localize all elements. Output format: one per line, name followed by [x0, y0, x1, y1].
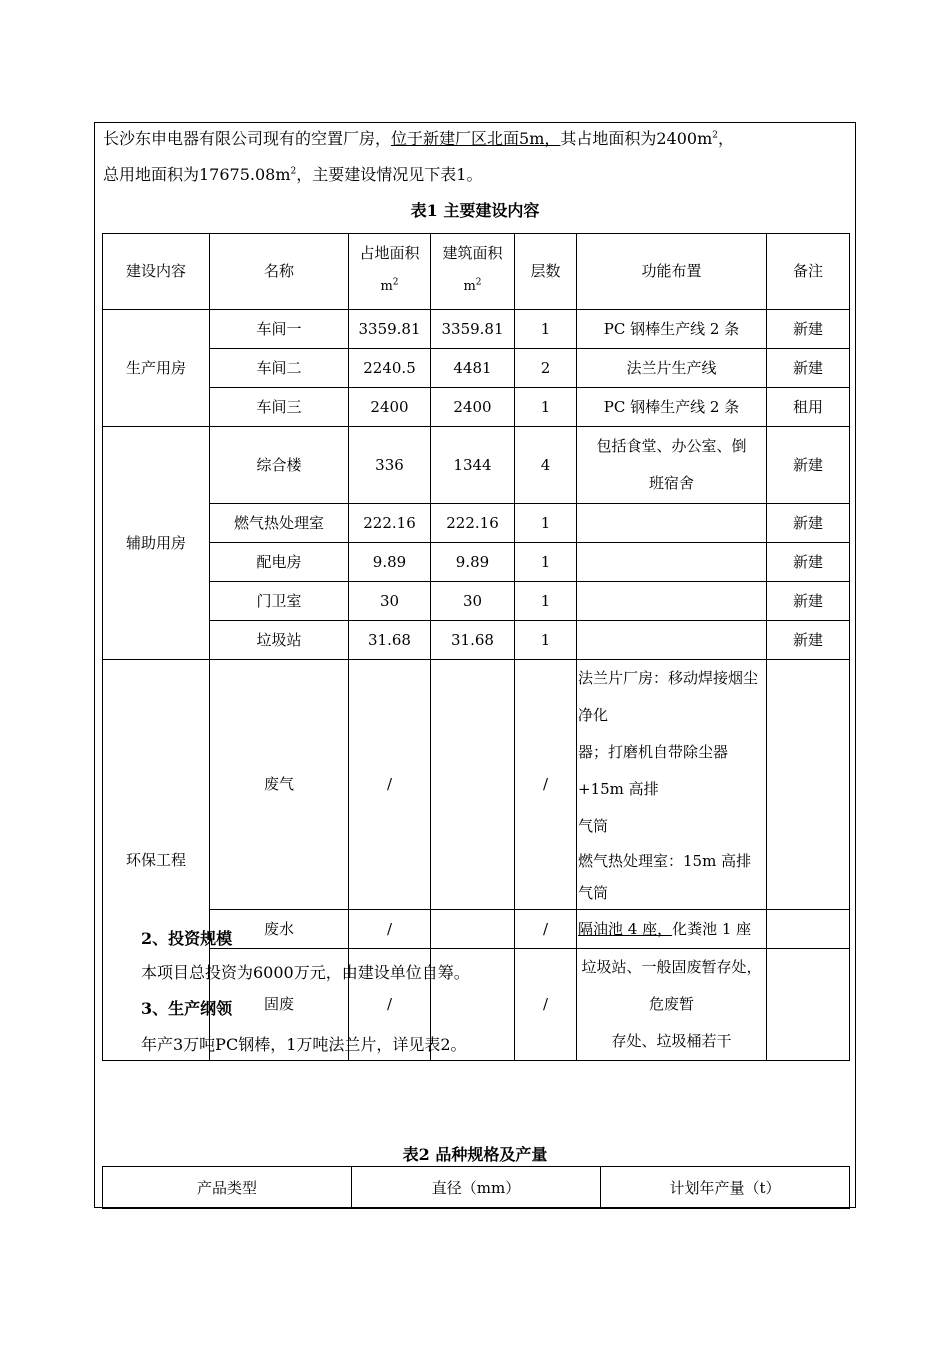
- header-note: 备注: [767, 234, 850, 310]
- cell-floors: /: [515, 910, 577, 949]
- header-function: 功能布置: [577, 234, 767, 310]
- cell-note: 新建: [767, 504, 850, 543]
- cell-build: 1344: [431, 427, 515, 504]
- table-row: [103, 349, 850, 388]
- cell-floors: 1: [515, 621, 577, 660]
- table-row: [103, 427, 850, 504]
- table1-header-row: [103, 234, 850, 310]
- cell-name: 固废: [210, 949, 349, 1061]
- cell-note: 租用: [767, 388, 850, 427]
- table-row: [103, 388, 850, 427]
- cell-build: [431, 910, 515, 949]
- cell-note: [767, 949, 850, 1061]
- cell-land: 222.16: [349, 504, 431, 543]
- cell-name: 车间三: [210, 388, 349, 427]
- cell-name: 废气: [210, 660, 349, 910]
- cell-note: 新建: [767, 543, 850, 582]
- table-row: [103, 582, 850, 621]
- cell-name: 门卫室: [210, 582, 349, 621]
- intro-line-2: 总用地面积为$17675.08m^2$，主要建设情况见下表1。: [103, 165, 483, 184]
- cell-build: 222.16: [431, 504, 515, 543]
- cell-name: 配电房: [210, 543, 349, 582]
- cell-floors: 1: [515, 504, 577, 543]
- cell-build: 3359.81: [431, 310, 515, 349]
- header-construction-content: 建设内容: [103, 234, 210, 310]
- cell-func: 垃圾站、一般固废暂存处，危废暂 存处、垃圾桶若干: [577, 949, 767, 1061]
- table-row: [103, 504, 850, 543]
- cell-build: 30: [431, 582, 515, 621]
- cell-build: 4481: [431, 349, 515, 388]
- cell-name: 车间一: [210, 310, 349, 349]
- table-row: [103, 543, 850, 582]
- section-3-heading: 3、生产纲领: [141, 999, 233, 1018]
- cell-floors: /: [515, 660, 577, 910]
- table2-caption: 表2 品种规格及产量: [402, 1145, 548, 1164]
- cell-func: 隔油池 4 座，化粪池 1 座: [577, 910, 767, 949]
- cell-land: 9.89: [349, 543, 431, 582]
- cell-func: 法兰片厂房：移动焊接烟尘净化 器；打磨机自带除尘器+15m 高排 气筒 燃气热处理室：15m 高排气筒: [577, 660, 767, 910]
- cell-land: /: [349, 910, 431, 949]
- cell-note: 新建: [767, 349, 850, 388]
- cell-name: 综合楼: [210, 427, 349, 504]
- cell-land: /: [349, 949, 431, 1061]
- cell-land: 2240.5: [349, 349, 431, 388]
- cell-func: 法兰片生产线: [577, 349, 767, 388]
- cell-floors: 4: [515, 427, 577, 504]
- table-product-specs: [102, 1166, 850, 1209]
- header-land-area: 占地面积 $m^2$: [349, 234, 431, 310]
- group-environment: 环保工程: [103, 660, 210, 1061]
- table2-header-row: [103, 1167, 850, 1209]
- cell-land: 2400: [349, 388, 431, 427]
- table1-caption: 表1 主要建设内容: [410, 201, 540, 220]
- cell-name: 燃气热处理室: [210, 504, 349, 543]
- cell-func: PC 钢棒生产线 2 条: [577, 310, 767, 349]
- cell-build: [431, 660, 515, 910]
- cell-land: 336: [349, 427, 431, 504]
- cell-func: 包括食堂、办公室、倒 班宿舍: [577, 427, 767, 504]
- header-building-area: 建筑面积 $m^2$: [431, 234, 515, 310]
- header-diameter: 直径（mm）: [352, 1167, 601, 1209]
- cell-floors: 1: [515, 310, 577, 349]
- cell-func: [577, 582, 767, 621]
- header-floors: 层数: [515, 234, 577, 310]
- cell-floors: 1: [515, 543, 577, 582]
- group-production: 生产用房: [103, 310, 210, 427]
- cell-note: [767, 660, 850, 910]
- cell-note: [767, 910, 850, 949]
- section-2-text: 本项目总投资为6000万元，由建设单位自筹。: [141, 963, 470, 982]
- cell-land: 30: [349, 582, 431, 621]
- header-name: 名称: [210, 234, 349, 310]
- table-row: [103, 310, 850, 349]
- cell-build: 31.68: [431, 621, 515, 660]
- cell-note: 新建: [767, 427, 850, 504]
- cell-build: 2400: [431, 388, 515, 427]
- cell-floors: 1: [515, 582, 577, 621]
- cell-name: 车间二: [210, 349, 349, 388]
- cell-floors: 1: [515, 388, 577, 427]
- cell-func: [577, 543, 767, 582]
- section-3-text: 年产3万吨PC钢棒，1万吨法兰片，详见表2。: [141, 1035, 467, 1054]
- header-annual-output: 计划年产量（t）: [601, 1167, 850, 1209]
- cell-land: 3359.81: [349, 310, 431, 349]
- cell-floors: /: [515, 949, 577, 1061]
- cell-land: 31.68: [349, 621, 431, 660]
- cell-func: [577, 621, 767, 660]
- section-2-heading: 2、投资规模: [141, 929, 233, 948]
- cell-name: 垃圾站: [210, 621, 349, 660]
- intro-line-1: 长沙东申电器有限公司现有的空置厂房，位于新建厂区北面5m，其占地面积为$2400m^2$，: [103, 129, 735, 148]
- cell-func: PC 钢棒生产线 2 条: [577, 388, 767, 427]
- cell-name: 废水: [210, 910, 349, 949]
- group-auxiliary: 辅助用房: [103, 427, 210, 660]
- cell-floors: 2: [515, 349, 577, 388]
- cell-func: [577, 504, 767, 543]
- cell-note: 新建: [767, 582, 850, 621]
- cell-note: 新建: [767, 310, 850, 349]
- table-row: [103, 660, 850, 910]
- cell-land: /: [349, 660, 431, 910]
- cell-note: 新建: [767, 621, 850, 660]
- document-frame: [94, 122, 856, 1208]
- header-product-type: 产品类型: [103, 1167, 352, 1209]
- table-row: [103, 621, 850, 660]
- cell-build: 9.89: [431, 543, 515, 582]
